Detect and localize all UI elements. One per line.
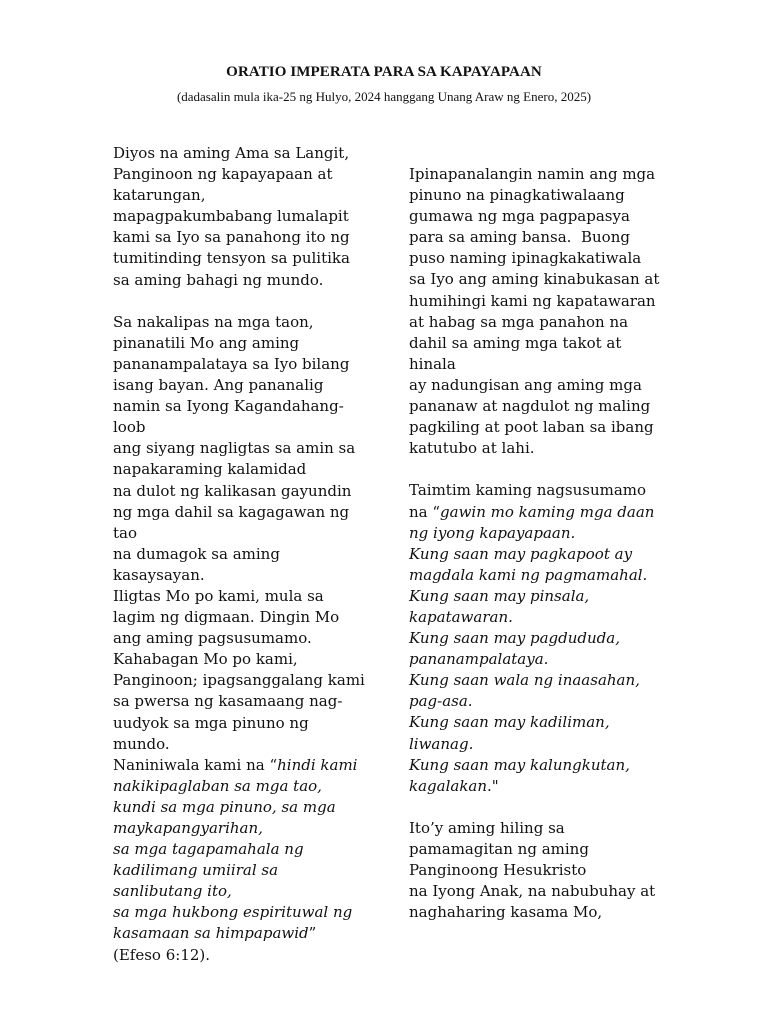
scripture-reference: (Efeso 6:12). (113, 945, 211, 964)
text-line: uudyok sa mga pinuno ng (113, 713, 309, 732)
prayer-line: Kung saan may pagdududa, (409, 629, 620, 648)
text-line: napakaraming kalamidad (113, 460, 307, 479)
closing-quote: ” (308, 924, 317, 943)
text-line: Panginoon; ipagsanggalang kami (113, 671, 365, 690)
text-line (113, 755, 373, 776)
text-line: pagkiling at poot laban sa ibang (409, 418, 654, 437)
scripture-line: kadilimang umiiral sa (113, 861, 279, 880)
text-line: pinuno na pinagkatiwalaang (409, 186, 625, 205)
scripture-line: sa mga hukbong espirituwal ng (113, 903, 353, 922)
prayer-line: kapatawaran. (409, 607, 513, 626)
prayer-line: pananampalataya. (409, 650, 549, 669)
closing-quote: ." (487, 776, 499, 795)
prayer-line: ng iyong kapayapaan. (409, 523, 576, 542)
text-line: namin sa Iyong Kagandahang- (113, 397, 344, 416)
paragraph-gap (409, 797, 669, 818)
text-line: pamamagitan ng aming (409, 840, 589, 858)
text-line: Ipinapanalangin namin ang mga (409, 165, 656, 183)
prayer-line: magdala kami ng pagmamahal. (409, 565, 648, 584)
text-line: ang aming pagsusumamo. (113, 629, 312, 648)
prayer-line: Kung saan wala ng inaasahan, (409, 671, 640, 690)
scripture-line: kasamaan sa himpapawid (113, 924, 309, 943)
text-line: Ito’y aming hiling sa (409, 818, 565, 837)
text-line: katutubo at lahi. (409, 439, 535, 458)
text-line: hinala (409, 354, 456, 373)
text-line: para sa aming bansa. Buong (409, 228, 630, 247)
text-line: na dumagok sa aming (113, 544, 280, 563)
text-line: mapagpakumbabang lumalapit (113, 207, 349, 226)
text-line: kami sa Iyo sa panahong ito ng (113, 228, 350, 247)
text-line: mundo. (113, 734, 170, 753)
prayer-line: Kung saan may pagkapoot ay (409, 544, 633, 563)
paragraph-gap (113, 291, 373, 312)
prayer-line: liwanag. (409, 734, 474, 753)
paragraph-gap (409, 459, 669, 480)
text-line: loob (113, 418, 146, 437)
prayer-line: pag-asa. (409, 692, 473, 711)
text-line: ay nadungisan ang aming mga (409, 375, 642, 394)
text-line: tumitinding tensyon sa pulitika (113, 249, 350, 268)
text-line: isang bayan. Ang pananalig (113, 376, 324, 395)
scripture-line: nakikipaglaban sa mga tao, (113, 776, 322, 795)
text-line: katarungan, (113, 186, 206, 205)
prayer-quote-end: kagalakan (409, 776, 488, 795)
text-line: Panginoon ng kapayapaan at (113, 165, 333, 184)
text-line: Iligtas Mo po kami, mula sa (113, 586, 324, 605)
text-line: puso naming ipinagkakatiwala (409, 249, 642, 268)
text-line: Sa nakalipas na mga taon, (113, 312, 314, 331)
text-line: ang siyang nagligtas sa amin sa (113, 439, 356, 458)
scripture-line: maykapangyarihan, (113, 819, 263, 837)
prayer-line: Kung saan may pinsala, (409, 586, 590, 605)
text-line: lagim ng digmaan. Dingin Mo (113, 608, 340, 627)
scripture-line: kundi sa mga pinuno, sa mga (113, 797, 336, 816)
text-line: kasaysayan. (113, 565, 205, 584)
text-line: sa aming bahagi ng mundo. (113, 270, 324, 289)
prayer-line: Kung saan may kadiliman, (409, 713, 610, 732)
prayer-quote-start: gawin mo kaming mga daan (440, 502, 655, 521)
right-paragraph-2 (409, 480, 669, 796)
text-line: pananampalataya sa Iyo bilang (113, 354, 350, 373)
text-line: dahil sa aming mga takot at (409, 333, 622, 352)
text-line: na Iyong Anak, na nabubuhay at (409, 882, 656, 901)
text-line: ng mga dahil sa kagagawan ng (113, 502, 350, 521)
text-line: pananaw at nagdulot ng maling (409, 397, 651, 416)
text-line: at habag sa mga panahon na (409, 312, 629, 331)
text-line: tao (113, 523, 138, 542)
right-paragraph-1 (409, 164, 669, 459)
text-line: gumawa ng mga pagpapasya (409, 207, 630, 226)
document-subtitle: (dadasalin mula ika-25 ng Hulyo, 2024 hanggang Unang Araw ng Enero, 2025) (176, 89, 592, 104)
right-column (409, 164, 669, 923)
text-line: Diyos na aming Ama sa Langit, (113, 144, 350, 162)
text-line: sa pwersa ng kasamaang nag- (113, 692, 343, 711)
scripture-line: sanlibutang ito, (113, 882, 232, 901)
text-line: Taimtim kaming nagsusumamo (409, 481, 647, 500)
text-line: naghaharing kasama Mo, (409, 903, 603, 922)
left-paragraph-3 (113, 755, 373, 966)
text-line (409, 502, 669, 523)
right-paragraph-3 (409, 818, 669, 923)
text-line: Panginoong Hesukristo (409, 861, 587, 880)
prayer-line: Kung saan may kalungkutan, (409, 755, 630, 774)
text-line: pinanatili Mo ang aming (113, 333, 300, 352)
text-line: humihingi kami ng kapatawaran (409, 291, 656, 310)
scripture-line: sa mga tagapamahala ng (113, 840, 304, 859)
text-line: Kahabagan Mo po kami, (113, 650, 298, 669)
left-paragraph-1 (113, 143, 373, 291)
quote-intro: Naniniwala kami na “ (113, 755, 278, 774)
quote-intro: na “ (409, 502, 441, 521)
left-paragraph-2 (113, 312, 373, 755)
text-line: sa Iyo ang aming kinabukasan at (409, 270, 660, 289)
left-column (113, 143, 373, 966)
text-line (113, 923, 373, 944)
text-line: na dulot ng kalikasan gayundin (113, 481, 352, 500)
text-line (409, 776, 669, 797)
document-title: ORATIO IMPERATA PARA SA KAPAYAPAAN (226, 64, 542, 80)
scripture-quote-start: hindi kami (277, 755, 358, 774)
